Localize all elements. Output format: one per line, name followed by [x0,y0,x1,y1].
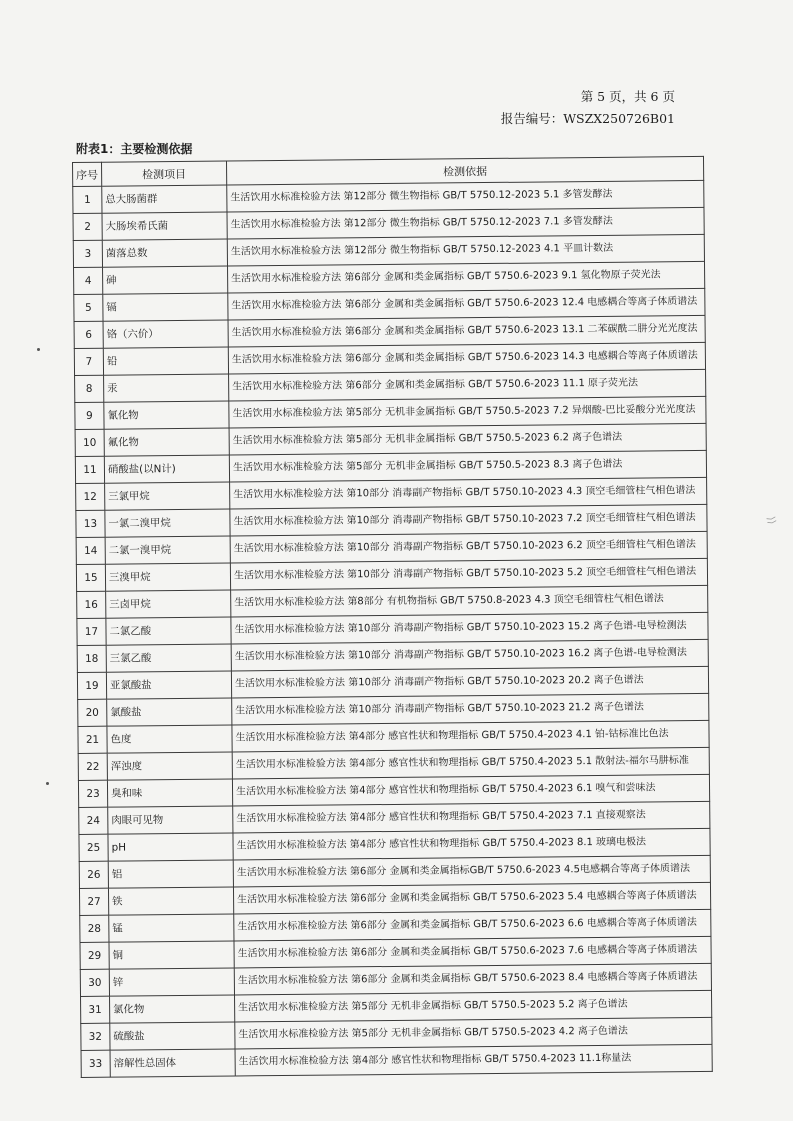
row-basis: 生活饮用水标准检验方法 第10部分 消毒副产物指标 GB/T 5750.10-2023 16.2 离子色谱-电导检测法 [231,639,708,671]
row-serial: 24 [79,807,108,834]
row-basis: 生活饮用水标准检验方法 第5部分 无机非金属指标 GB/T 5750.5-2023 7.2 异烟酸-巴比妥酸分光光度法 [229,396,706,428]
row-item: 肉眼可见物 [108,806,233,834]
row-serial: 14 [76,537,105,564]
row-item: 臭和味 [107,779,232,807]
row-serial: 8 [75,375,104,402]
row-serial: 32 [81,1023,110,1050]
row-item: 溶解性总固体 [110,1049,235,1077]
detection-basis-table [72,156,713,1078]
row-item: 总大肠菌群 [102,185,227,213]
row-serial: 27 [79,888,108,915]
row-serial: 6 [74,321,103,348]
row-item: 硝酸盐(以N计) [104,455,229,483]
header-item: 检测项目 [102,161,227,186]
row-basis: 生活饮用水标准检验方法 第6部分 金属和类金属指标 GB/T 5750.6-2023 13.1 二苯碳酰二肼分光光度法 [228,315,705,347]
row-item: 氰化物 [104,401,229,429]
row-basis: 生活饮用水标准检验方法 第10部分 消毒副产物指标 GB/T 5750.10-2023 6.2 顶空毛细管柱气相色谱法 [230,531,707,563]
row-basis: 生活饮用水标准检验方法 第10部分 消毒副产物指标 GB/T 5750.10-2023 7.2 顶空毛细管柱气相色谱法 [230,504,707,536]
row-serial: 3 [73,240,102,267]
scan-speck [37,348,40,351]
row-serial: 4 [74,267,103,294]
row-item: 氯酸盐 [107,698,232,726]
header-serial: 序号 [73,162,102,186]
row-basis: 生活饮用水标准检验方法 第10部分 消毒副产物指标 GB/T 5750.10-2023 4.3 顶空毛细管柱气相色谱法 [230,477,707,509]
row-basis: 生活饮用水标准检验方法 第6部分 金属和类金属指标 GB/T 5750.6-2023 5.4 电感耦合等离子体质谱法 [233,882,710,914]
row-serial: 17 [77,618,106,645]
row-serial: 26 [79,861,108,888]
row-serial: 30 [80,969,109,996]
row-serial: 9 [75,402,104,429]
row-item: 二氯一溴甲烷 [105,536,230,564]
row-basis: 生活饮用水标准检验方法 第6部分 金属和类金属指标 GB/T 5750.6-2023 14.3 电感耦合等离子体质谱法 [228,342,705,374]
row-item: 亚氯酸盐 [106,671,231,699]
row-basis: 生活饮用水标准检验方法 第5部分 无机非金属指标 GB/T 5750.5-2023 8.3 离子色谱法 [229,450,706,482]
row-serial: 22 [78,753,107,780]
row-serial: 10 [75,429,104,456]
row-basis: 生活饮用水标准检验方法 第6部分 金属和类金属指标 GB/T 5750.6-2023 11.1 原子荧光法 [229,369,706,401]
row-basis: 生活饮用水标准检验方法 第6部分 金属和类金属指标 GB/T 5750.6-2023 7.6 电感耦合等离子体质谱法 [234,936,711,968]
row-basis: 生活饮用水标准检验方法 第10部分 消毒副产物指标 GB/T 5750.10-2023 21.2 离子色谱法 [232,693,709,725]
row-item: 铅 [103,347,228,375]
row-basis: 生活饮用水标准检验方法 第12部分 微生物指标 GB/T 5750.12-2023 7.1 多管发酵法 [227,207,704,239]
row-item: 铜 [109,941,234,969]
row-basis: 生活饮用水标准检验方法 第4部分 感官性状和物理指标 GB/T 5750.4-2023 7.1 直接观察法 [233,801,710,833]
row-basis: 生活饮用水标准检验方法 第5部分 无机非金属指标 GB/T 5750.5-2023 6.2 离子色谱法 [229,423,706,455]
report-number: 报告编号：WSZX250726B01 [500,111,675,126]
row-basis: 生活饮用水标准检验方法 第12部分 微生物指标 GB/T 5750.12-2023 4.1 平皿计数法 [227,234,704,266]
row-basis: 生活饮用水标准检验方法 第12部分 微生物指标 GB/T 5750.12-2023 5.1 多管发酵法 [227,180,704,212]
row-basis: 生活饮用水标准检验方法 第8部分 有机物指标 GB/T 5750.8-2023 4.3 顶空毛细管柱气相色谱法 [231,585,708,617]
row-serial: 19 [77,672,106,699]
row-item: pH [108,833,233,861]
row-serial: 18 [77,645,106,672]
row-serial: 11 [75,456,104,483]
row-serial: 25 [79,834,108,861]
row-basis: 生活饮用水标准检验方法 第6部分 金属和类金属指标 GB/T 5750.6-2023 9.1 氢化物原子荧光法 [228,261,705,293]
row-basis: 生活饮用水标准检验方法 第4部分 感官性状和物理指标 GB/T 5750.4-2023 11.1称量法 [235,1044,712,1076]
row-serial: 12 [76,483,105,510]
row-serial: 23 [78,780,107,807]
row-item: 三卤甲烷 [106,590,231,618]
row-serial: 31 [81,996,110,1023]
row-basis: 生活饮用水标准检验方法 第4部分 感官性状和物理指标 GB/T 5750.4-2023 6.1 嗅气和尝味法 [232,774,709,806]
page-number: 第 5 页，共 6 页 [580,89,675,104]
row-basis: 生活饮用水标准检验方法 第10部分 消毒副产物指标 GB/T 5750.10-2023 20.2 离子色谱法 [231,666,708,698]
row-item: 三氯甲烷 [105,482,230,510]
header-basis: 检测依据 [226,156,703,185]
row-basis: 生活饮用水标准检验方法 第10部分 消毒副产物指标 GB/T 5750.10-2023 5.2 顶空毛细管柱气相色谱法 [230,558,707,590]
row-item: 氟化物 [104,428,229,456]
row-serial: 20 [78,699,107,726]
row-item: 大肠埃希氏菌 [102,212,227,240]
row-item: 一氯二溴甲烷 [105,509,230,537]
row-basis: 生活饮用水标准检验方法 第6部分 金属和类金属指标GB/T 5750.6-2023 4.5电感耦合等离子体质谱法 [233,855,710,887]
row-serial: 1 [73,186,102,213]
row-serial: 5 [74,294,103,321]
row-serial: 21 [78,726,107,753]
row-item: 浑浊度 [107,752,232,780]
row-item: 三溴甲烷 [105,563,230,591]
row-item: 砷 [103,266,228,294]
row-basis: 生活饮用水标准检验方法 第6部分 金属和类金属指标 GB/T 5750.6-2023 6.6 电感耦合等离子体质谱法 [234,909,711,941]
row-serial: 33 [81,1050,110,1077]
row-basis: 生活饮用水标准检验方法 第4部分 感官性状和物理指标 GB/T 5750.4-2023 5.1 散射法-福尔马肼标准 [232,747,709,779]
row-serial: 7 [74,348,103,375]
row-basis: 生活饮用水标准检验方法 第4部分 感官性状和物理指标 GB/T 5750.4-2023 8.1 玻璃电极法 [233,828,710,860]
row-basis: 生活饮用水标准检验方法 第4部分 感官性状和物理指标 GB/T 5750.4-2023 4.1 铂-钴标准比色法 [232,720,709,752]
row-basis: 生活饮用水标准检验方法 第5部分 无机非金属指标 GB/T 5750.5-2023 5.2 离子色谱法 [235,990,712,1022]
row-item: 锌 [109,968,234,996]
appendix-title: 附表1：主要检测依据 [76,142,193,156]
report-header [501,86,675,130]
row-item: 镉 [103,293,228,321]
row-item: 三氯乙酸 [106,644,231,672]
row-item: 铬（六价） [103,320,228,348]
row-item: 铁 [108,887,233,915]
row-item: 氯化物 [110,995,235,1023]
binding-edge-mark: ⟩⟩ [764,515,778,526]
row-item: 硫酸盐 [110,1022,235,1050]
row-serial: 2 [73,213,102,240]
row-item: 锰 [109,914,234,942]
row-basis: 生活饮用水标准检验方法 第10部分 消毒副产物指标 GB/T 5750.10-2023 15.2 离子色谱-电导检测法 [231,612,708,644]
row-basis: 生活饮用水标准检验方法 第6部分 金属和类金属指标 GB/T 5750.6-2023 8.4 电感耦合等离子体质谱法 [234,963,711,995]
row-item: 色度 [107,725,232,753]
row-serial: 16 [77,591,106,618]
row-serial: 15 [76,564,105,591]
row-item: 二氯乙酸 [106,617,231,645]
scan-speck [46,782,49,785]
row-serial: 29 [80,942,109,969]
row-serial: 13 [76,510,105,537]
table-row [81,1044,712,1077]
row-basis: 生活饮用水标准检验方法 第6部分 金属和类金属指标 GB/T 5750.6-2023 12.4 电感耦合等离子体质谱法 [228,288,705,320]
row-item: 汞 [104,374,229,402]
row-basis: 生活饮用水标准检验方法 第5部分 无机非金属指标 GB/T 5750.5-2023 4.2 离子色谱法 [235,1017,712,1049]
row-item: 菌落总数 [102,239,227,267]
row-item: 铝 [108,860,233,888]
row-serial: 28 [80,915,109,942]
